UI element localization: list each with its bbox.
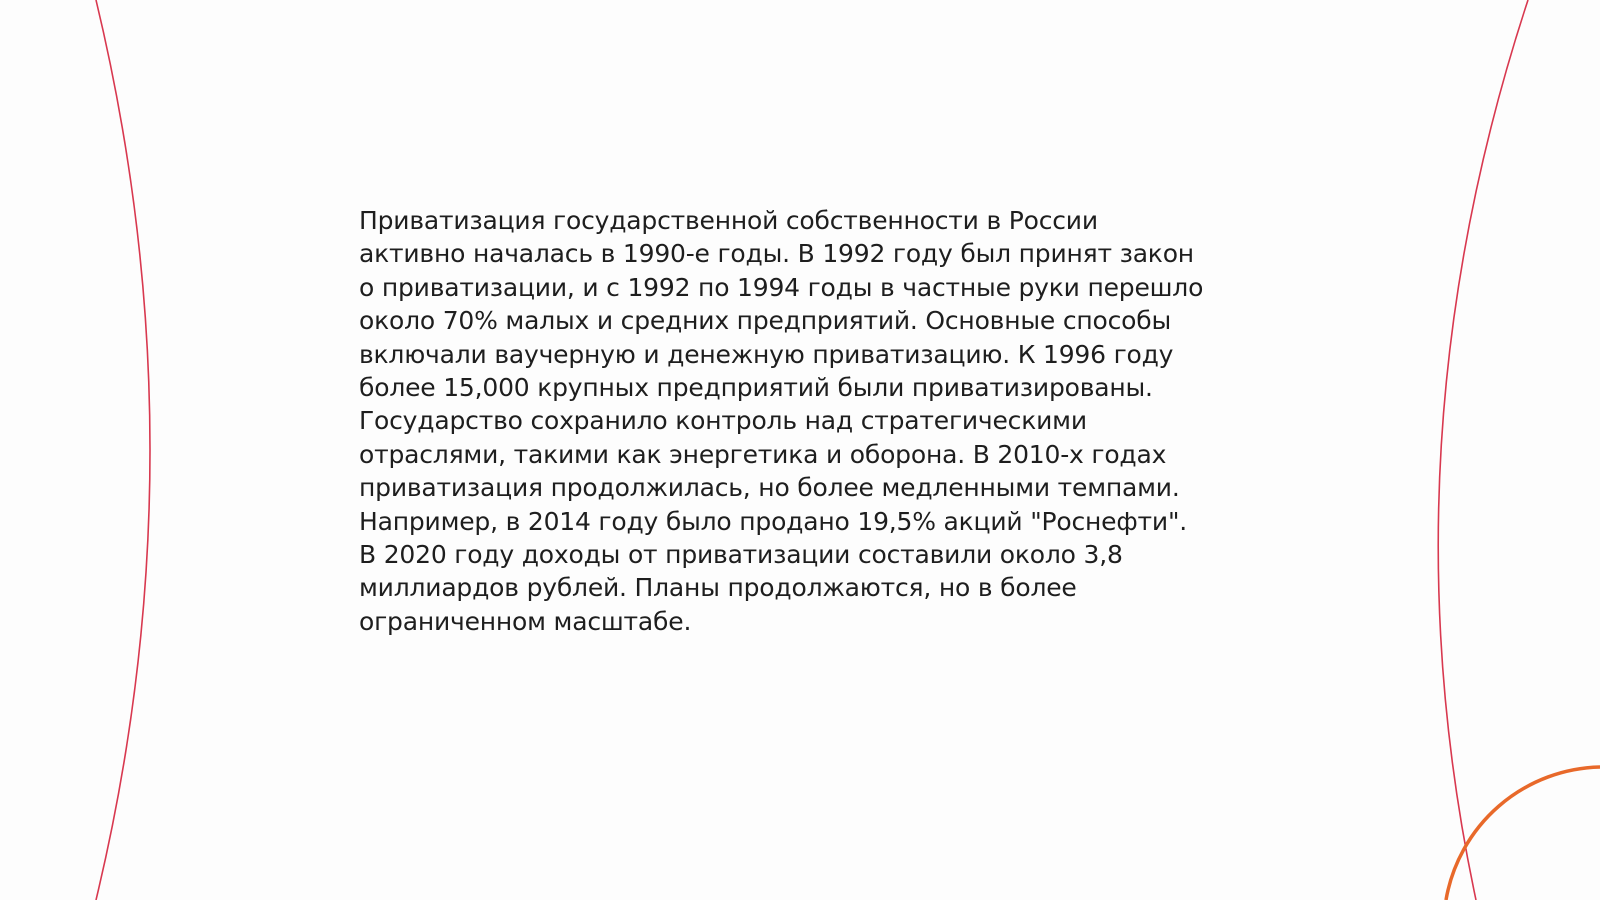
body-line: В 2020 году доходы от приватизации составили около 3,8 xyxy=(359,540,1123,570)
body-line: активно началась в 1990-е годы. В 1992 году был принят закон xyxy=(359,239,1194,269)
body-line: включали ваучерную и денежную приватизацию. К 1996 году xyxy=(359,339,1174,369)
body-line: ограниченном масштабе. xyxy=(359,606,692,636)
orange-circle-arc xyxy=(1446,767,1600,900)
body-line: около 70% малых и средних предприятий. Основные способы xyxy=(359,306,1171,336)
left-arc-line xyxy=(96,0,150,900)
body-line: Приватизация государственной собственности в России xyxy=(359,206,1098,235)
right-arc-line xyxy=(1438,0,1528,900)
body-line: Например, в 2014 году было продано 19,5% акций "Роснефти". xyxy=(359,506,1187,536)
body-paragraph xyxy=(359,204,1259,638)
body-line: о приватизации, и с 1992 по 1994 годы в частные руки перешло xyxy=(359,272,1204,302)
body-line: приватизация продолжилась, но более медленными темпами. xyxy=(359,473,1180,503)
body-line: отраслями, такими как энергетика и оборона. В 2010-х годах xyxy=(359,439,1167,469)
body-line: Государство сохранило контроль над стратегическими xyxy=(359,406,1087,436)
body-line: миллиардов рублей. Планы продолжаются, но в более xyxy=(359,573,1077,603)
body-line: более 15,000 крупных предприятий были приватизированы. xyxy=(359,373,1153,403)
